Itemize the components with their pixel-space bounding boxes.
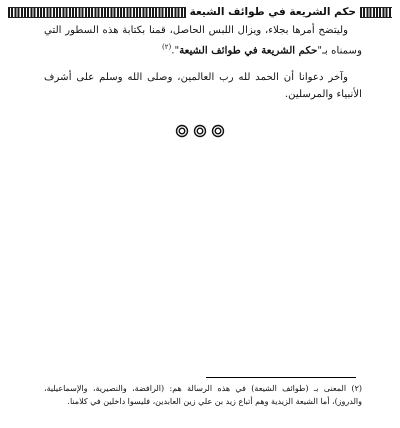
footnote-reference[interactable]: (٢) — [162, 43, 172, 51]
footnote — [44, 382, 362, 408]
flower-ornament-icon — [210, 123, 226, 139]
main-text — [44, 22, 362, 113]
paragraph-1-text-after: ". — [171, 45, 180, 57]
paragraph-1-text-before: وليتضح أمرها بجلاء، ويزال اللبس الحاصل، قمنا بكتابة هذه السطور التي وسمناه بـ" — [44, 25, 362, 57]
paragraph-1 — [44, 22, 362, 59]
flower-ornament-icon — [174, 123, 190, 139]
book-title-bold: حكم الشريعة في طوائف الشيعة — [179, 44, 318, 57]
header-title: حكم الشريعة في طوائف الشيعة — [189, 6, 356, 18]
footnote-text: المعنى بـ (طوائف الشيعة) في هذه الرسالة هم: (الرافضة، والنصيرية، والإسماعيلية، والدروز)، أما الشيعة الزيدية وهم أتباع زيد بن علي زين العابدين، فليسوا داخلين في كلامنا. — [44, 384, 362, 406]
running-header — [8, 4, 392, 20]
paragraph-2: وآخر دعوانا أن الحمد لله رب العالمين، وصلى الله وسلم على أشرف الأنبياء والمرسلين. — [44, 72, 362, 101]
header-hatch-left — [8, 7, 186, 18]
footnote-separator — [206, 377, 356, 378]
footnote-marker: (٢) — [351, 384, 363, 393]
section-ornament — [170, 123, 230, 139]
flower-ornament-icon — [192, 123, 208, 139]
header-hatch-right — [360, 7, 392, 18]
